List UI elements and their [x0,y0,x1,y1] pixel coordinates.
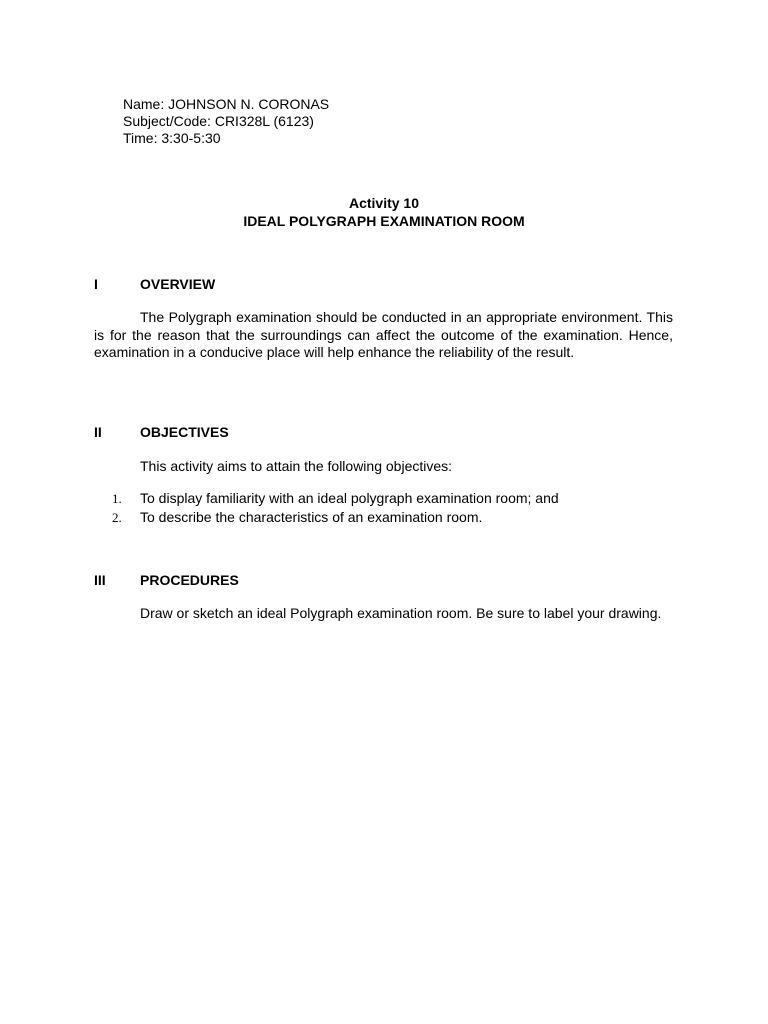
section-numeral: I [94,276,98,292]
section-title: OVERVIEW [140,276,216,292]
student-name: Name: JOHNSON N. CORONAS [123,96,330,112]
list-number: 1. [112,491,122,506]
section-heading-procedures [94,572,239,588]
document-title [0,194,768,230]
list-item [112,508,559,527]
section-title: PROCEDURES [140,572,239,588]
list-item [112,489,559,508]
overview-paragraph: The Polygraph examination should be conducted in an appropriate environment. This is for the reason that the surroundings can affect the outcome of the examination. Hence, examination in a conducive place will help enhance the reliability of the result. [94,309,673,360]
section-numeral: III [94,572,106,588]
list-text: To describe the characteristics of an examination room. [140,509,483,525]
objectives-list [112,489,559,527]
class-time: Time: 3:30-5:30 [123,130,221,146]
list-text: To display familiarity with an ideal polygraph examination room; and [140,490,559,506]
section-heading-overview [94,276,215,292]
student-info [123,96,329,147]
objectives-intro: This activity aims to attain the following objectives: [140,458,453,474]
section-title: OBJECTIVES [140,424,229,440]
procedures-paragraph: Draw or sketch an ideal Polygraph examination room. Be sure to label your drawing. [140,605,662,621]
activity-title: IDEAL POLYGRAPH EXAMINATION ROOM [243,213,525,229]
section-heading-objectives [94,424,229,440]
section-numeral: II [94,424,102,440]
list-number: 2. [112,510,122,525]
subject-code: Subject/Code: CRI328L (6123) [123,113,314,129]
activity-number: Activity 10 [348,195,420,211]
